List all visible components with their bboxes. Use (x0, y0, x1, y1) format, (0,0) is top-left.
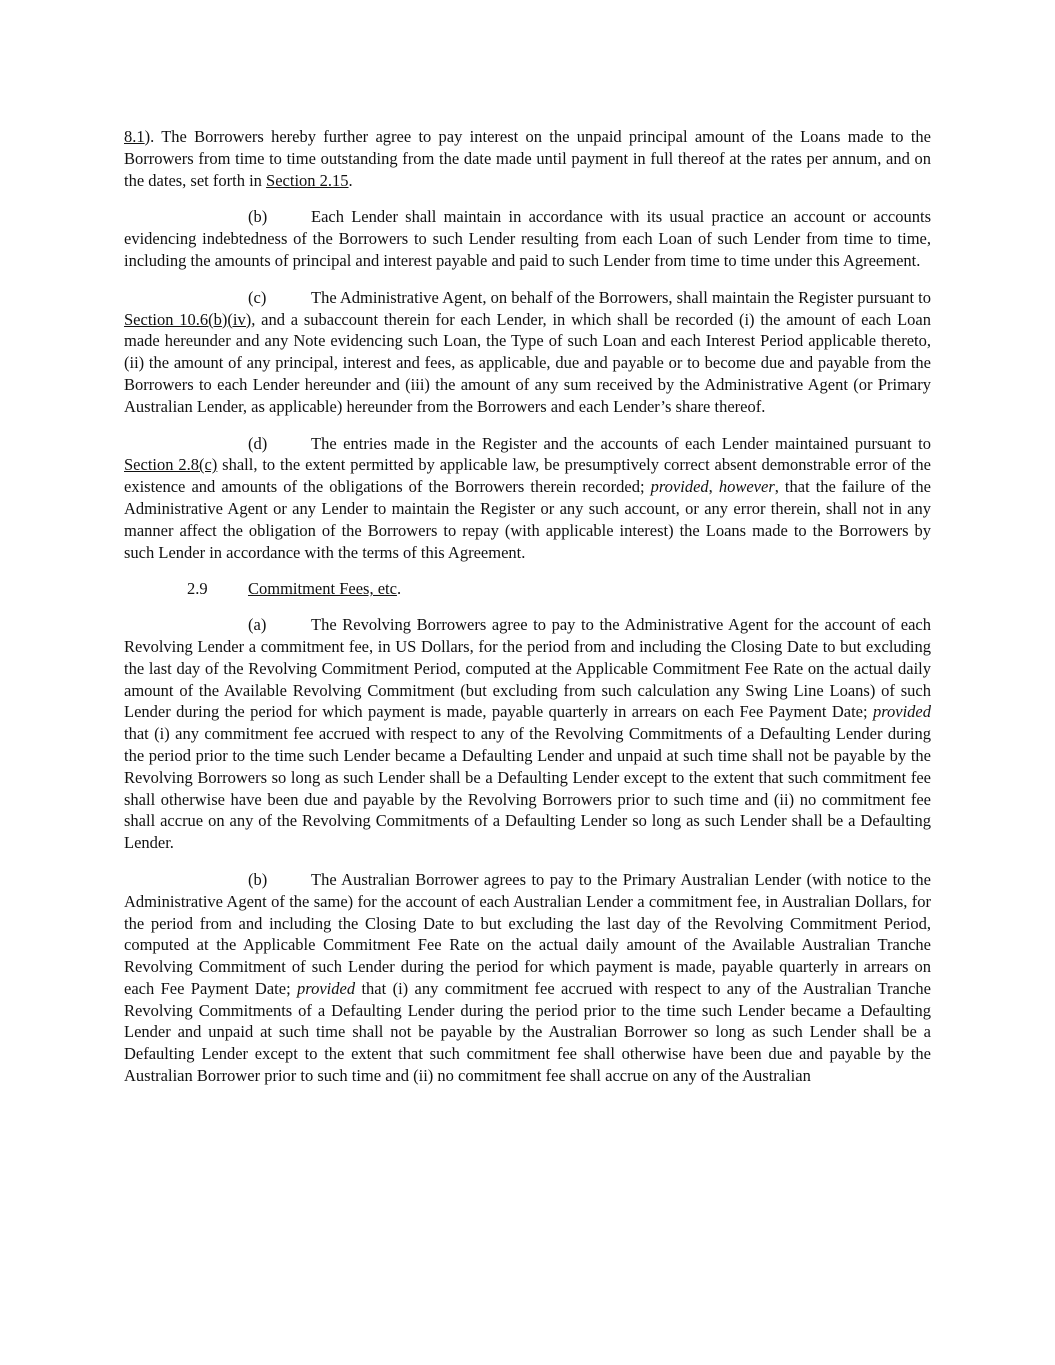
section-number: 2.9 (187, 579, 208, 599)
paragraph-text: , (708, 477, 719, 497)
paragraph-text: The Revolving Borrowers agree to pay to the Administrative Agent for the account of each Revolving Lender a commitment fee, in US Dollars, for the period from and including the Closing Date to but excluding the last day of the Revolving Commitment Period, computed at the Applicable Commitment Fee Rate on the actual daily amount of the Available Revolving Commitment (but excluding from such calculation any Swing Line Loans) of such Lender during the period for which payment is made, payable quarterly in arrears on each Fee Payment Date; (124, 615, 931, 722)
italic-term: provided (872, 702, 931, 722)
italic-term: however (718, 477, 775, 497)
paragraph-text: . (348, 170, 353, 190)
paragraph-text: Each Lender shall maintain in accordance with its usual practice an account or accounts evidencing indebtedness of the Borrowers to such Lender resulting from each Loan of such Lender from time to time, including the amounts of principal and interest payable and paid to such Lender from time to time under this Agreement. (124, 207, 931, 270)
paragraph-text: ). The Borrowers hereby further agree to pay interest on the unpaid principal amount of the Loans made to the Borrowers from time to time outstanding from the date made until payment in full thereof at the rates per annum, and on the dates, set forth in (124, 127, 931, 190)
section-reference: Section 2.8(c) (124, 455, 218, 475)
paragraph-label: (b) (248, 207, 268, 227)
paragraph-text: , and a subaccount therein for each Lender, in which shall be recorded (i) the amount of each Loan made hereunder and any Note evidencing such Loan, the Type of such Loan and each Interest Period applicable thereto, (ii) the amount of any principal, interest and fees, as applicable, due and payable or to become due and payable from the Borrowers to each Lender hereunder and (iii) the amount of any sum received by the Administrative Agent (or Primary Australian Lender, as applicable) hereunder from the Borrowers and each Lender’s share thereof. (124, 309, 931, 416)
section-title: Commitment Fees, etc (248, 579, 397, 599)
italic-term: provided (297, 978, 356, 998)
paragraph-2-9-b (124, 869, 931, 1087)
paragraph-label: (c) (248, 287, 267, 307)
paragraph-text: , that the failure of the Administrative Agent or any Lender to maintain the Register or any such account, or any error therein, shall not in any manner affect the obligation of the Borrowers to repay (with applicable interest) the Loans made to the Borrowers by such Lender in accordance with the terms of this Agreement. (124, 477, 932, 562)
paragraph-text: The Australian Borrower agrees to pay to the Primary Australian Lender (with notice to the Administrative Agent of the same) for the account of each Australian Lender a commitment fee, in Australian Dollars, for the period from and including the Closing Date to but excluding the last day of the Revolving Commitment Period, computed at the Applicable Commitment Fee Rate on the actual daily amount of the Available Australian Tranche Revolving Commitment of such Lender during the period for which payment is made, payable quarterly in arrears on each Fee Payment Date; (124, 869, 931, 998)
paragraph-label: (d) (248, 433, 268, 453)
paragraph-text: The entries made in the Register and the accounts of each Lender maintained pursuant to (311, 433, 931, 453)
section-reference: Section 10.6(b)(iv) (124, 309, 252, 329)
italic-term: provided (650, 477, 709, 497)
section-reference: 8.1 (124, 127, 145, 146)
paragraph-text: that (i) any commitment fee accrued with respect to any of the Australian Tranche Revolving Commitments of a Defaulting Lender during the period prior to the time such Lender became a Defaulting Lender and unpaid at such time shall not be payable by the Australian Borrower so long as such Lender shall be a Defaulting Lender except to the extent that such commitment fee shall otherwise have been due and payable by the Australian Borrower prior to such time and (ii) no commitment fee shall accrue on any of the Australian (124, 978, 931, 1086)
paragraph-text: The Administrative Agent, on behalf of the Borrowers, shall maintain the Register pursuant to (311, 287, 931, 307)
section-heading-2-9 (124, 578, 931, 600)
section-title-end: . (396, 579, 402, 599)
paragraph-text: shall, to the extent permitted by applicable law, be presumptively correct absent demonstrable error of the existence and amounts of the obligations of the Borrowers therein recorded; (124, 455, 932, 497)
paragraph-label: (b) (248, 869, 268, 889)
paragraph-text: that (i) any commitment fee accrued with respect to any of the Revolving Commitments of a Defaulting Lender during the period prior to the time such Lender became a Defaulting Lender and unpaid at such time shall not be payable by the Revolving Borrowers so long as such Lender shall be a Defaulting Lender except to the extent that such commitment fee shall otherwise have been due and payable by the Revolving Borrowers prior to such time and (ii) no commitment fee shall accrue on any of the Revolving Commitments of a Defaulting Lender so long as such Lender shall be a Defaulting Lender. (124, 724, 931, 853)
paragraph-2-9-a (124, 614, 931, 854)
paragraph-c (124, 287, 931, 418)
paragraph-label: (a) (248, 615, 267, 635)
section-reference: Section 2.15 (266, 170, 349, 190)
paragraph-d (124, 433, 931, 564)
paragraph-intro (124, 126, 931, 191)
paragraph-b (124, 206, 931, 271)
